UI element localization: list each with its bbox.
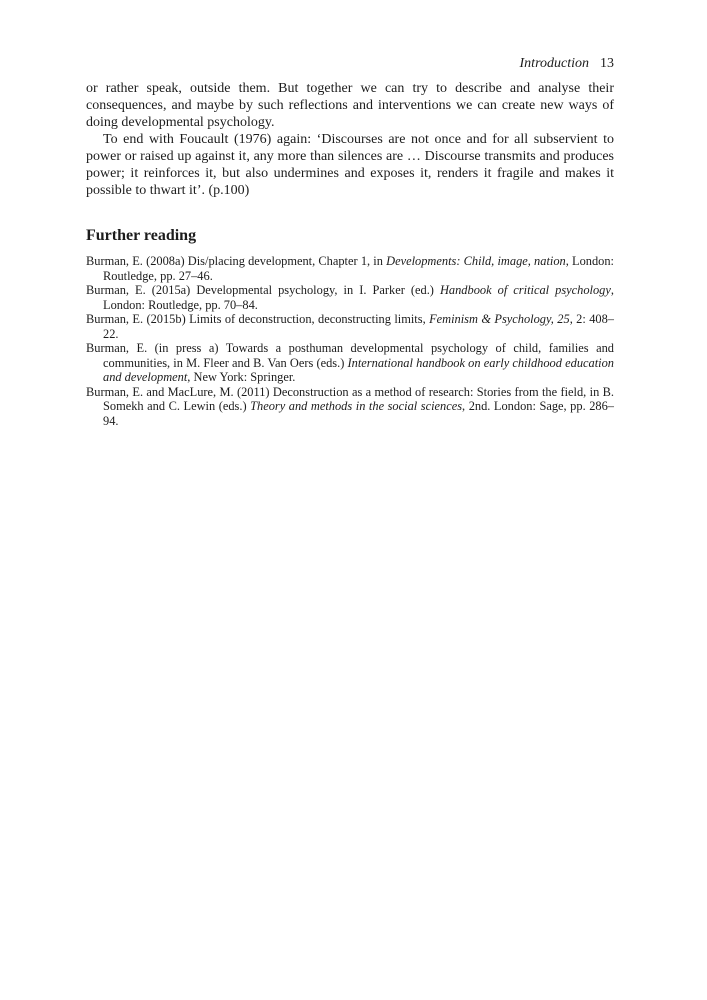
body-text: [86, 80, 614, 199]
reference-text: Burman, E. (2008a) Dis/placing development, Chapter 1, in: [86, 254, 387, 268]
body-paragraph: or rather speak, outside them. But together we can try to describe and analyse their consequences, and maybe by such reflections and interventions we can create new ways of doing developmental psychology.: [86, 81, 614, 130]
reference-list: [86, 254, 614, 428]
reference-title: Feminism & Psychology, 25: [429, 312, 570, 326]
running-head: [520, 56, 614, 72]
reference-text: Burman, E. (in press a) Towards a posthuman developmental psychology of child, families and communities, in M. Fleer and B. Van Oers (eds.): [86, 341, 614, 370]
reference-item: [86, 312, 614, 341]
reference-title: Theory and methods in the social sciences: [250, 399, 463, 413]
reference-text: Burman, E. and MacLure, M. (2011) Deconstruction as a method of research: Stories from the field, in B. Somekh and C. Lewin (eds.): [86, 384, 614, 413]
book-page: [86, 0, 614, 1000]
reference-text: , London: Routledge, pp. 70–84.: [103, 283, 614, 312]
reference-item: [86, 254, 614, 283]
page-number: 13: [600, 56, 614, 71]
reference-text: Burman, E. (2015a) Developmental psychology, in I. Parker (ed.): [86, 283, 440, 297]
reference-text: , London: Routledge, pp. 27–46.: [103, 254, 614, 283]
reference-item: [86, 341, 614, 385]
reference-text: Burman, E. (2015b) Limits of deconstruction, deconstructing limits,: [86, 312, 430, 326]
body-paragraph: To end with Foucault (1976) again: ‘Discourses are not once and for all subservient to power or raised up against it, any more than silences are … Discourse transmits and produces power; it reinforces it, but also undermines and exposes it, renders it fragile and makes it possible to thwart it’. (p.100): [86, 132, 614, 198]
further-reading-heading: Further reading: [86, 227, 197, 244]
reference-text: , New York: Springer.: [187, 370, 296, 384]
reference-title: Developments: Child, image, nation: [386, 254, 566, 268]
reference-text: , 2: 408–22.: [103, 312, 614, 341]
running-head-section-title: Introduction: [519, 56, 589, 71]
reference-title: International handbook on early childhood education and development: [103, 355, 614, 384]
reference-item: [86, 283, 614, 312]
reference-title: Handbook of critical psychology: [439, 283, 611, 297]
reference-item: [86, 385, 614, 429]
reference-text: , 2nd. London: Sage, pp. 286–94.: [103, 399, 614, 428]
